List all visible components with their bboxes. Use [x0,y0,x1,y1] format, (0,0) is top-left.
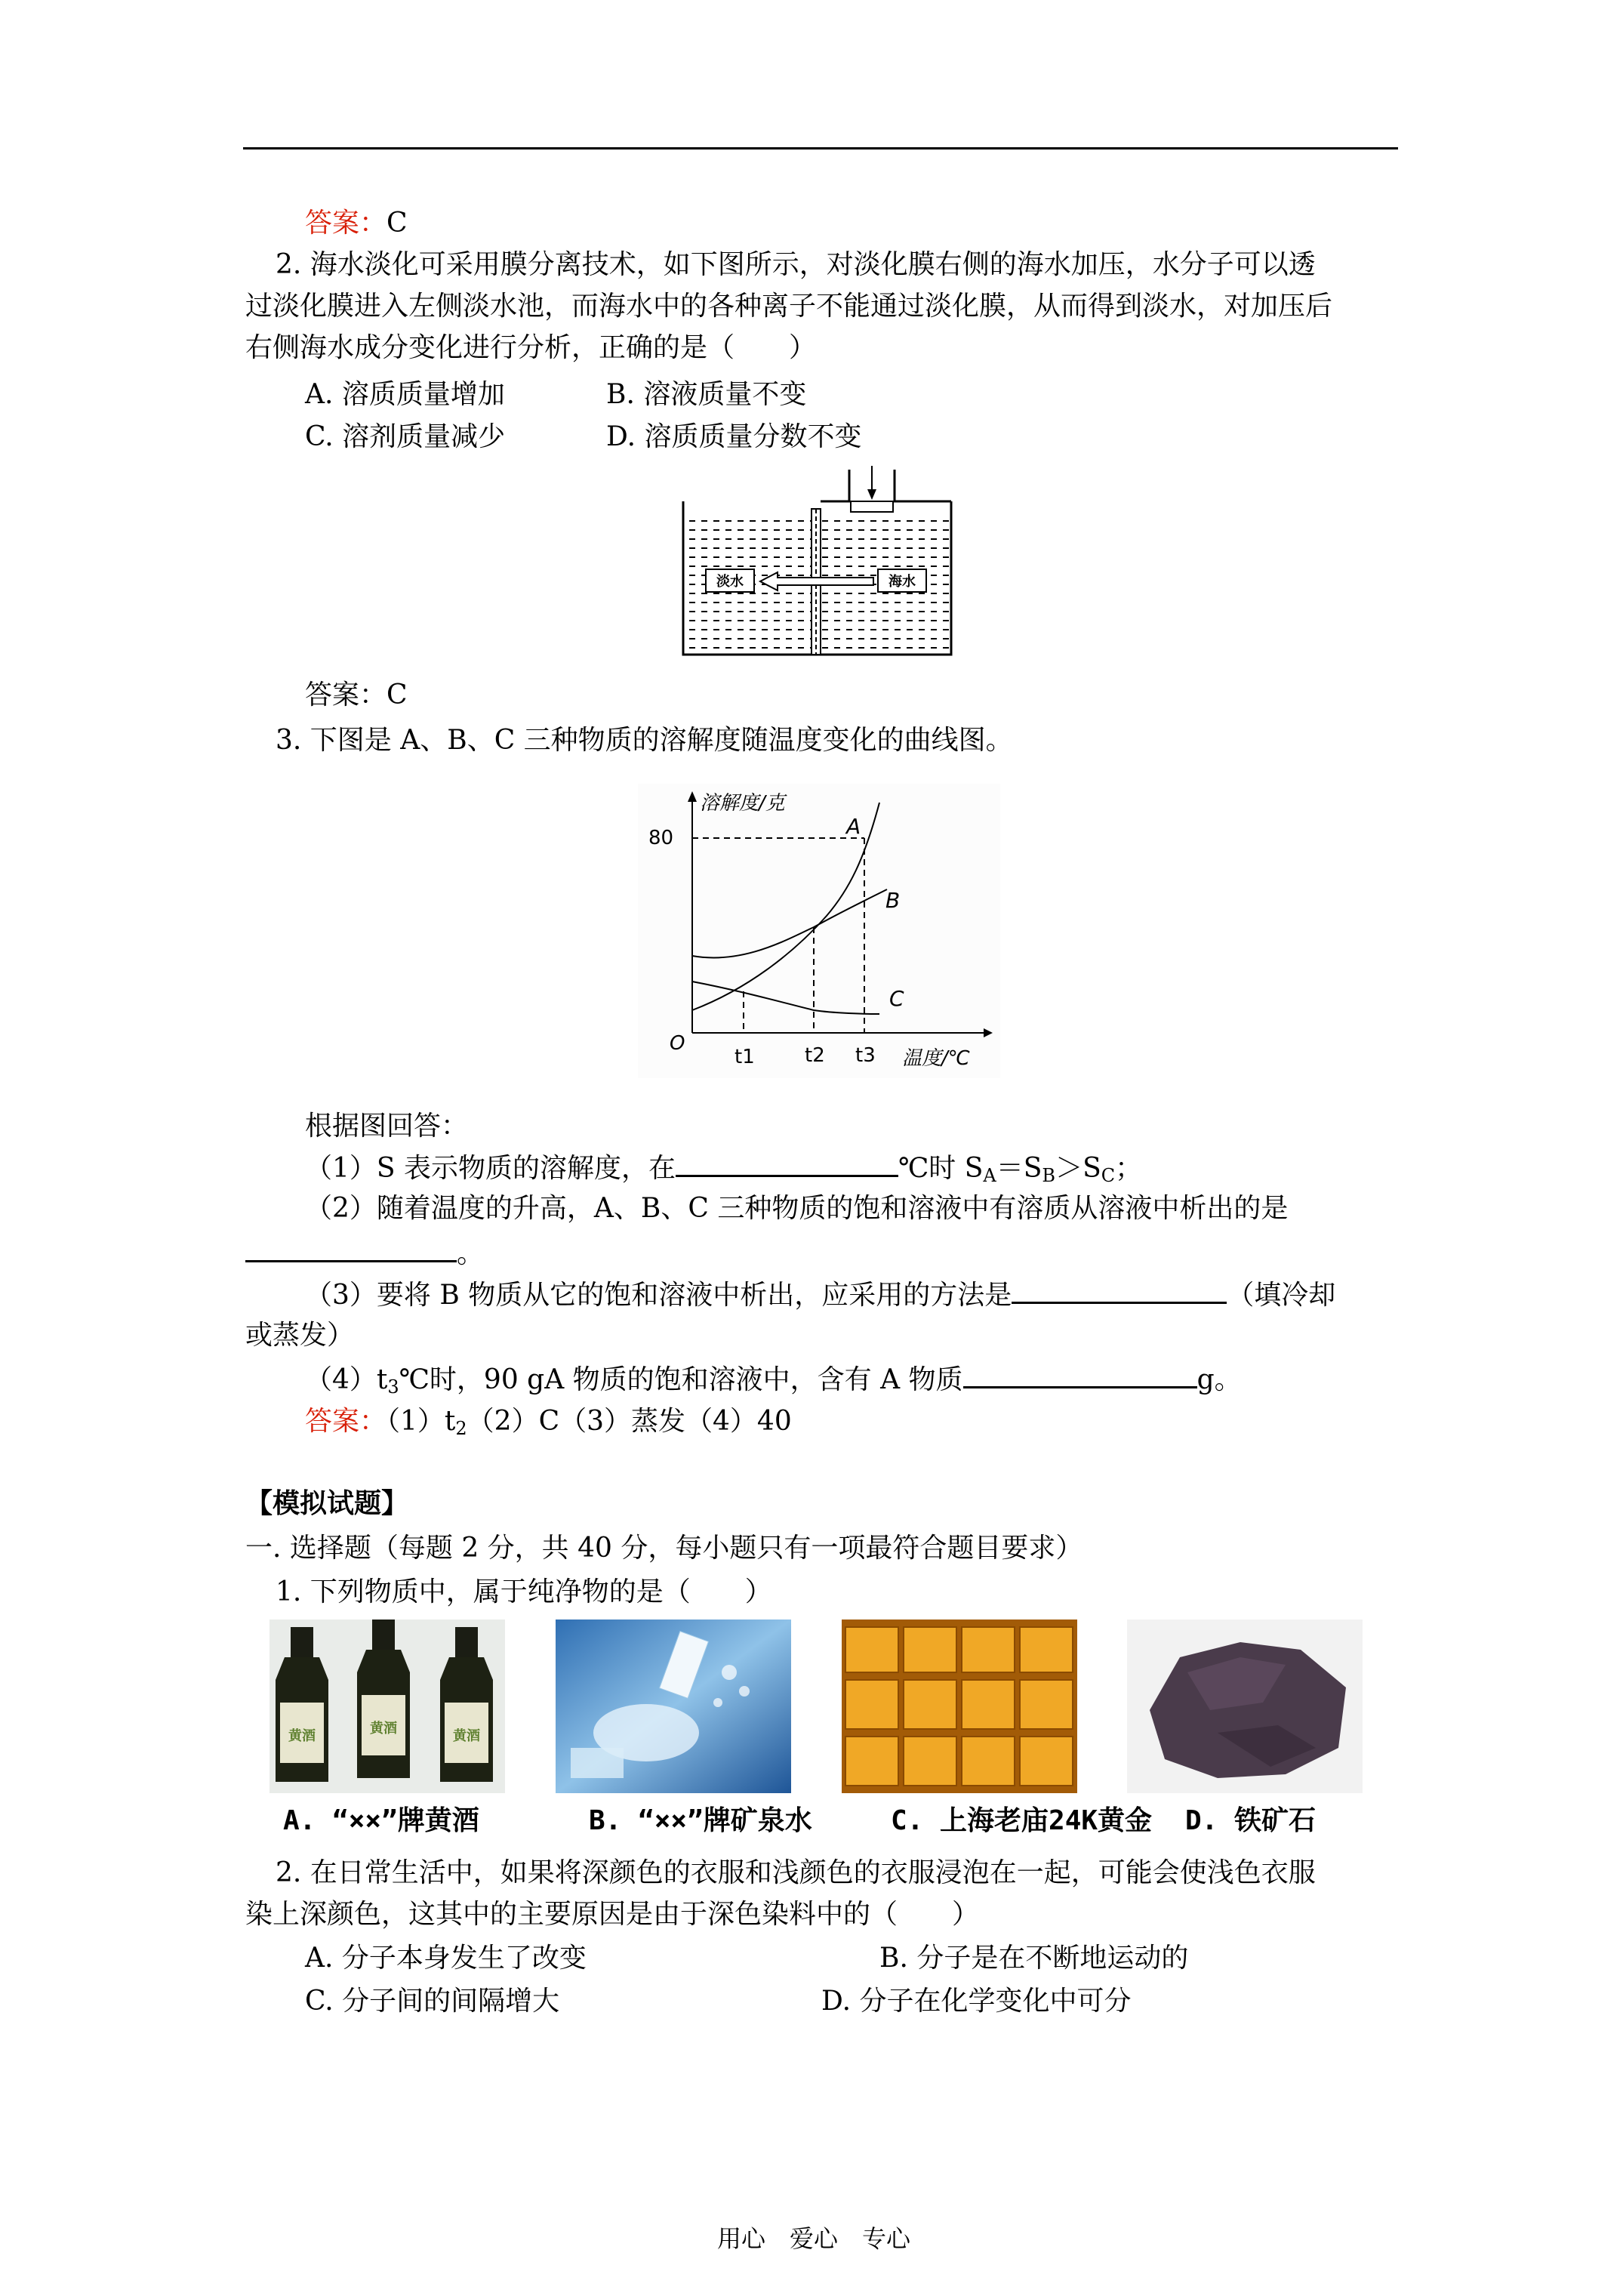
piston [851,501,893,512]
fresh-water-label: 淡水 [716,574,744,590]
section-subtitle: 一. 选择题（每题 2 分，共 40 分，每小题只有一项最符合题目要求） [245,1533,1083,1564]
q3-part1: （1）S 表示物质的溶解度，在 ℃时 $S_A=S_B>S_C$； [305,1148,1142,1188]
x-tick-t3: t3 [855,1044,876,1067]
svg-text:黄酒: 黄酒 [288,1728,316,1744]
origin-label: O [670,1032,685,1055]
photo-iron-ore [1127,1620,1363,1793]
blank-1[interactable] [676,1148,898,1177]
solubility-chart [638,784,1000,1078]
q3-answer: 答案：$(1)t_2(2)C(3)$蒸发（4）40 [305,1406,792,1439]
q2-line2: 过淡化膜进入左侧淡水池，而海水中的各种离子不能通过淡化膜，从而得到淡水，对加压后 [245,291,1333,322]
photo-mineral-water [556,1620,791,1793]
caption-c: C. 上海老庙24K黄金 [891,1805,1153,1836]
caption-b: B. “××”牌矿泉水 [589,1805,812,1836]
blank-4[interactable] [963,1359,1197,1388]
blank-2[interactable] [245,1233,457,1262]
mq1-text: 1. 下列物质中，属于纯净物的是（ ） [276,1576,772,1607]
x-tick-t2: t2 [805,1044,825,1067]
q2-option-b: B. 溶液质量不变 [606,379,807,410]
q3-part4: $(4)t_3℃$时，90 gA 物质的饱和溶液中，含有 A 物质 g。 [305,1359,1242,1400]
caption-a: A. “××”牌黄酒 [283,1805,479,1836]
curve-c-label: C [889,986,904,1011]
photo-yellow-wine [269,1620,505,1793]
curve-a-label: A [846,814,861,839]
x-axis-label: 温度/℃ [902,1047,970,1070]
q3-part3: （3）要将 B 物质从它的饱和溶液中析出，应采用的方法是 （填冷却 [305,1274,1335,1315]
desalination-figure [676,462,962,662]
blank-3[interactable] [1012,1274,1227,1304]
mq2-option-d: D. 分子在化学变化中可分 [821,1986,1132,2017]
mq2-option-c: C. 分子间的间隔增大 [305,1986,560,2017]
x-tick-t1: t1 [735,1046,755,1068]
section-title: 【模拟试题】 [245,1487,409,1519]
q3-part2-blank-line: 。 [245,1233,484,1274]
q3-part3-cont: 或蒸发） [245,1320,355,1351]
q2-line3: 右侧海水成分变化进行分析，正确的是（ ） [245,332,817,363]
q2-answer: 答案：C [305,680,408,710]
y-tick-80: 80 [648,827,674,849]
footer: 用心 爱心 专心 [717,2224,911,2253]
svg-text:黄酒: 黄酒 [453,1728,480,1744]
answer-1: 答案：C [305,208,408,239]
q2-option-d: D. 溶质质量分数不变 [606,421,862,452]
photo-gold-bars [842,1620,1077,1793]
q3-prompt: 根据图回答： [305,1111,469,1142]
curve-b-label: B [885,888,901,913]
q2-line1: 2. 海水淡化可采用膜分离技术，如下图所示，对淡化膜右侧的海水加压，水分子可以透 [276,249,1316,280]
q2-option-c: C. 溶剂质量减少 [305,421,506,452]
y-axis-label: 溶解度/克 [700,792,785,815]
caption-d: D. 铁矿石 [1185,1805,1317,1836]
sea-water-label: 海水 [888,574,916,590]
q3-part2: （2）随着温度的升高，A、B、C 三种物质的饱和溶液中有溶质从溶液中析出的是 [305,1193,1289,1224]
mq2-option-b: B. 分子是在不断地运动的 [879,1943,1189,1974]
q2-option-a: A. 溶质质量增加 [305,379,505,410]
svg-text:黄酒: 黄酒 [370,1721,397,1737]
mq2-line2: 染上深颜色，这其中的主要原因是由于深色染料中的（ ） [245,1899,980,1930]
mq2-line1: 2. 在日常生活中，如果将深颜色的衣服和浅颜色的衣服浸泡在一起，可能会使浅色衣服 [276,1857,1316,1888]
q3-intro: 3. 下图是 A、B、C 三种物质的溶解度随温度变化的曲线图。 [276,725,1013,756]
mq2-option-a: A. 分子本身发生了改变 [305,1943,587,1974]
header-rule [243,147,1398,149]
